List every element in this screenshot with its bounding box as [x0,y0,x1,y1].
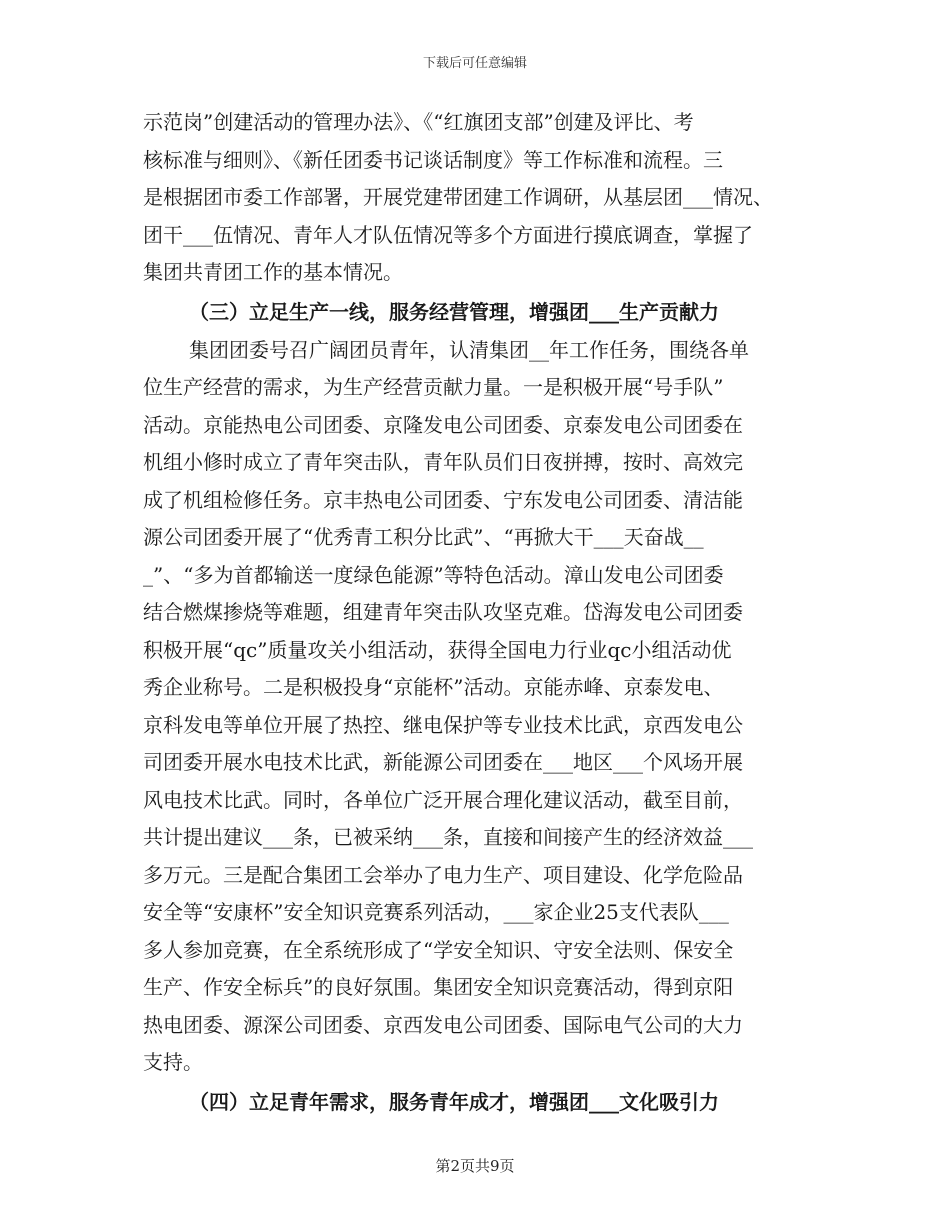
text-line: 团干___伍情况、青年人才队伍情况等多个方面进行摸底调查，掌握了 [143,222,753,247]
text-line: 京科发电等单位开展了热控、继电保护等专业技术比武，京西发电公 [143,712,743,737]
text-line: 支持。 [143,1050,203,1074]
text-line: 共计提出建议___条，已被采纳___条，直接和间接产生的经济效益___ [143,825,753,849]
paragraph-first-line: 集团团委号召广阔团员青年，认清集团__年工作任务，围绕各单 [189,337,749,362]
text-line: _”、“多为首都输送一度绿色能源”等特色活动。漳山发电公司团委 [143,562,724,587]
section-heading: （三）立足生产一线，服务经营管理，增强团___生产贡献力 [189,299,719,324]
page-footer: 第2页共9页 [435,1157,515,1175]
text-line: 多人参加竞赛，在全系统形成了“学安全知识、守安全法则、保安全 [143,937,734,962]
text-line: 结合燃煤掺烧等难题，组建青年突击队攻坚克难。岱海发电公司团委 [143,600,743,624]
text-line: 源公司团委开展了“优秀青工积分比武”、“再掀大干___天奋战__ [143,525,704,549]
text-line: 是根据团市委工作部署，开展党建带团建工作调研，从基层团___情况、 [143,185,773,209]
text-line: 位生产经营的需求，为生产经营贡献力量。一是积极开展“号手队” [143,375,724,399]
text-line: 多万元。三是配合集团工会举办了电力生产、项目建设、化学危险品 [143,862,743,887]
text-line: 秀企业称号。二是积极投身“京能杯”活动。京能赤峰、京泰发电、 [143,675,724,699]
page-header: 下载后可任意编辑 [422,56,527,71]
text-line: 安全等“安康杯”安全知识竞赛系列活动，___家企业25支代表队___ [143,900,729,924]
text-line: 活动。京能热电公司团委、京隆发电公司团委、京泰发电公司团委在 [143,412,743,437]
document-body [143,104,823,1122]
text-line: 核标准与细则》、《新任团委书记谈话制度》等工作标准和流程。三 [143,147,723,172]
text-line: 风电技术比武。同时，各单位广泛开展合理化建议活动，截至目前， [143,787,743,812]
text-line: 成了机组检修任务。京丰热电公司团委、宁东发电公司团委、清洁能 [143,487,743,512]
text-line: 机组小修时成立了青年突击队，青年队员们日夜拼搏，按时、高效完 [143,450,743,474]
text-line: 热电团委、源深公司团委、京西发电公司团委、国际电气公司的大力 [143,1012,743,1037]
text-line: 积极开展“qc”质量攻关小组活动，获得全国电力行业qc小组活动优 [143,637,732,662]
text-line: 生产、作安全标兵”的良好氛围。集团安全知识竞赛活动，得到京阳 [143,975,734,999]
text-line: 集团共青团工作的基本情况。 [143,260,403,284]
text-line: 示范岗”创建活动的管理办法》、《“红旗团支部”创建及评比、考 [143,110,694,134]
text-line: 司团委开展水电技术比武，新能源公司团委在___地区___个风场开展 [143,750,743,774]
section-heading: （四）立足青年需求，服务青年成才，增强团___文化吸引力 [189,1089,719,1114]
